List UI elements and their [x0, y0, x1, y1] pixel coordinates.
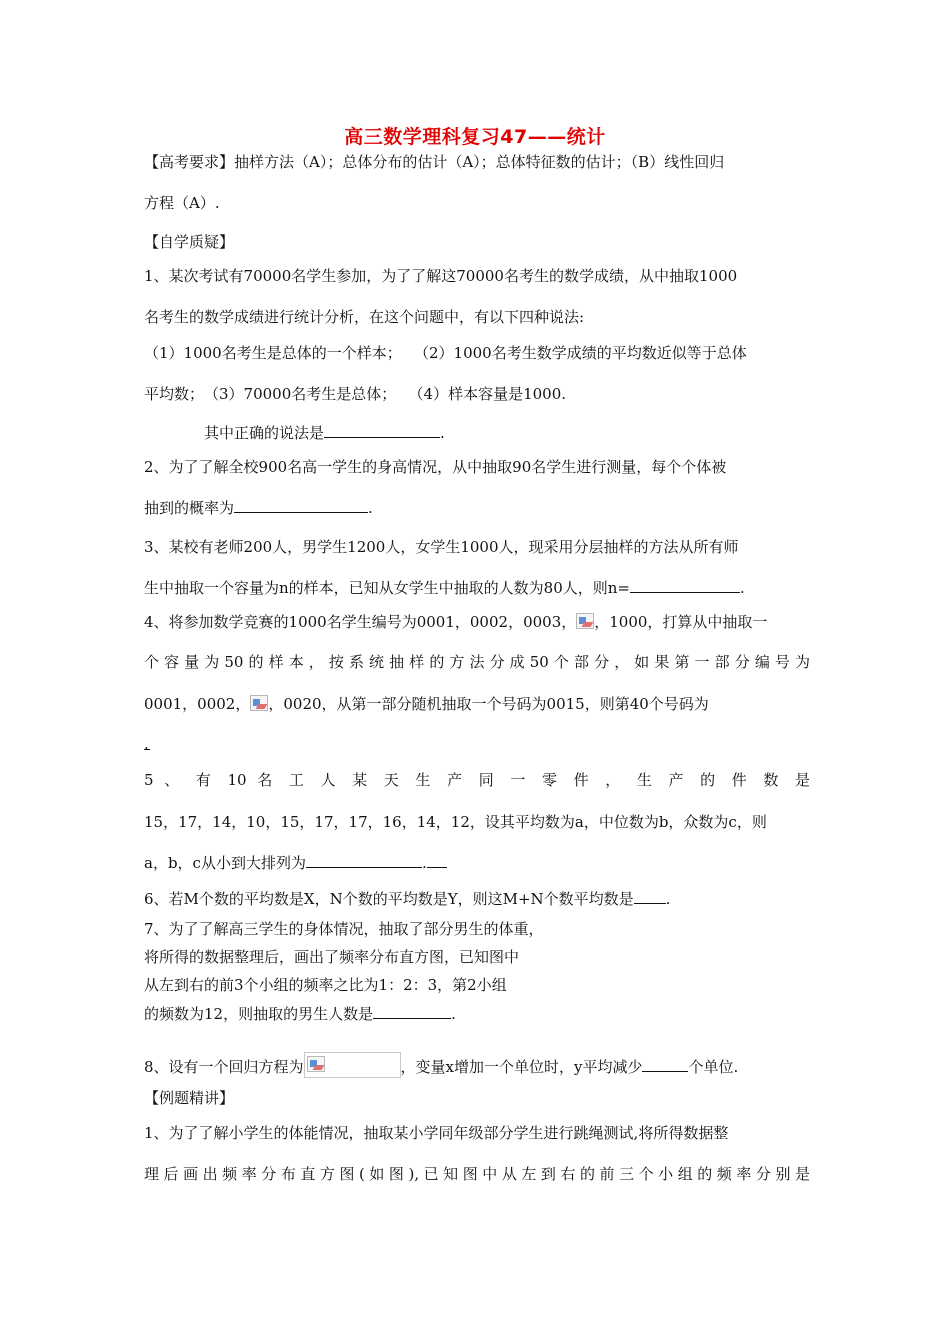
- q2-answer-blank[interactable]: [234, 497, 368, 513]
- broken-image-icon: [576, 613, 594, 629]
- q1-answer-line: [204, 422, 870, 443]
- section-heading-examples: 【例题精讲】: [144, 1089, 235, 1107]
- q2-line-1: 2、为了了解全校900名高一学生的身高情况，从中抽取90名学生进行测量，每个个体被: [144, 458, 727, 476]
- q2-answer-period: .: [368, 499, 373, 517]
- q8-line: [144, 1052, 810, 1078]
- q5-line-1: 5 、 有 10 名 工 人 某 天 生 产 同 一 零 件 ， 生 产 的 件 数 是: [144, 771, 810, 789]
- q7-answer-blank[interactable]: [373, 1003, 451, 1019]
- q4-answer-line: [144, 734, 810, 754]
- q1-line-2: 名考生的数学成绩进行统计分析，在这个问题中，有以下四种说法:: [144, 308, 585, 326]
- q1-line-4: 平均数； （3）70000名考生是总体； （4）样本容量是1000.: [144, 385, 567, 403]
- q5-line-2: 15，17，14，10，15，17，17，16，14，12，设其平均数为a，中位数为b，众数为c，则: [144, 813, 767, 831]
- q1-answer-period: .: [440, 424, 445, 442]
- q5-answer-period: .: [421, 854, 427, 872]
- regression-equation-image: [304, 1052, 401, 1078]
- q3-answer-line: [144, 577, 810, 598]
- q8-answer-blank[interactable]: [642, 1056, 688, 1072]
- q5-answer-label: a，b，c从小到大排列为: [144, 854, 306, 872]
- q4-line-3: [144, 694, 810, 714]
- q7-line-2: 将所得的数据整理后，画出了频率分布直方图，已知图中: [144, 948, 520, 966]
- q7-line-1: 7、为了了解高三学生的身体情况，抽取了部分男生的体重，: [144, 920, 544, 938]
- q4-line-1: [144, 612, 810, 632]
- q5-answer-trail: [427, 852, 447, 868]
- q4-line-1-end: ，1000，打算从中抽取一: [594, 613, 768, 631]
- q5-answer-line: [144, 852, 810, 873]
- requirements-line-1: 【高考要求】抽样方法（A）；总体分布的估计（A）；总体特征数的估计；（B）线性回归: [144, 153, 725, 171]
- requirements-line-2: 方程（A）.: [144, 194, 220, 212]
- broken-image-icon: [307, 1056, 325, 1072]
- q4-line-3-end: ，0020，从第一部分随机抽取一个号码为0015，则第40个号码为: [268, 695, 709, 713]
- q7-answer-label: 的频数为12，则抽取的男生人数是: [144, 1005, 374, 1023]
- q8-part-1: 8、设有一个回归方程为: [144, 1058, 304, 1076]
- q5-answer-blank[interactable]: [306, 852, 422, 868]
- q4-line-3-start: 0001，0002，: [144, 695, 251, 713]
- q6-answer-period: .: [665, 890, 671, 908]
- q8-part-2: ，变量x增加一个单位时，y平均减少: [400, 1058, 643, 1076]
- q4-answer-blank[interactable]: .: [144, 735, 149, 753]
- q8-part-3: 个单位.: [688, 1058, 739, 1076]
- ex1-line-1: 1、为了了解小学生的体能情况，抽取某小学同年级部分学生进行跳绳测试,将所得数据整: [144, 1124, 729, 1142]
- section-heading-self-study: 【自学质疑】: [144, 233, 235, 251]
- q6-answer-label: 6、若M个数的平均数是X，N个数的平均数是Y，则这M+N个数平均数是: [144, 890, 634, 908]
- q2-answer-line: [144, 497, 810, 518]
- q4-line-2: 个容量为50的样本，按系统抽样的方法分成50个部分，如果第一部分编号为: [144, 653, 810, 671]
- q1-answer-blank[interactable]: [324, 422, 440, 438]
- q2-answer-label: 抽到的概率为: [144, 499, 235, 517]
- q1-line-1: 1、某次考试有70000名学生参加，为了了解这70000名考生的数学成绩，从中抽取1000: [144, 267, 738, 285]
- q6-answer-blank[interactable]: [634, 888, 666, 904]
- broken-image-icon: [250, 695, 268, 711]
- q3-answer-period: .: [739, 579, 745, 597]
- q7-line-3: 从左到右的前3个小组的频率之比为1：2：3，第2小组: [144, 976, 507, 994]
- q4-line-1-start: 4、将参加数学竞赛的1000名学生编号为0001，0002，0003，: [144, 613, 577, 631]
- q7-answer-period: .: [451, 1005, 456, 1023]
- q7-answer-line: [144, 1003, 810, 1024]
- q6-answer-line: [144, 888, 810, 909]
- q1-line-3: （1）1000名考生是总体的一个样本； （2）1000名考生数学成绩的平均数近似等于总体: [144, 344, 747, 362]
- ex1-line-2: 理后画出频率分布直方图(如图),已知图中从左到右的前三个小组的频率分别是: [144, 1165, 810, 1183]
- q1-answer-label: 其中正确的说法是: [204, 424, 325, 442]
- page-title: 高三数学理科复习47——统计: [344, 126, 606, 148]
- q3-line-1: 3、某校有老师200人，男学生1200人，女学生1000人，现采用分层抽样的方法从所有师: [144, 538, 739, 556]
- q3-answer-label: 生中抽取一个容量为n的样本，已知从女学生中抽取的人数为80人，则n=: [144, 579, 630, 597]
- q3-answer-blank[interactable]: [630, 577, 740, 593]
